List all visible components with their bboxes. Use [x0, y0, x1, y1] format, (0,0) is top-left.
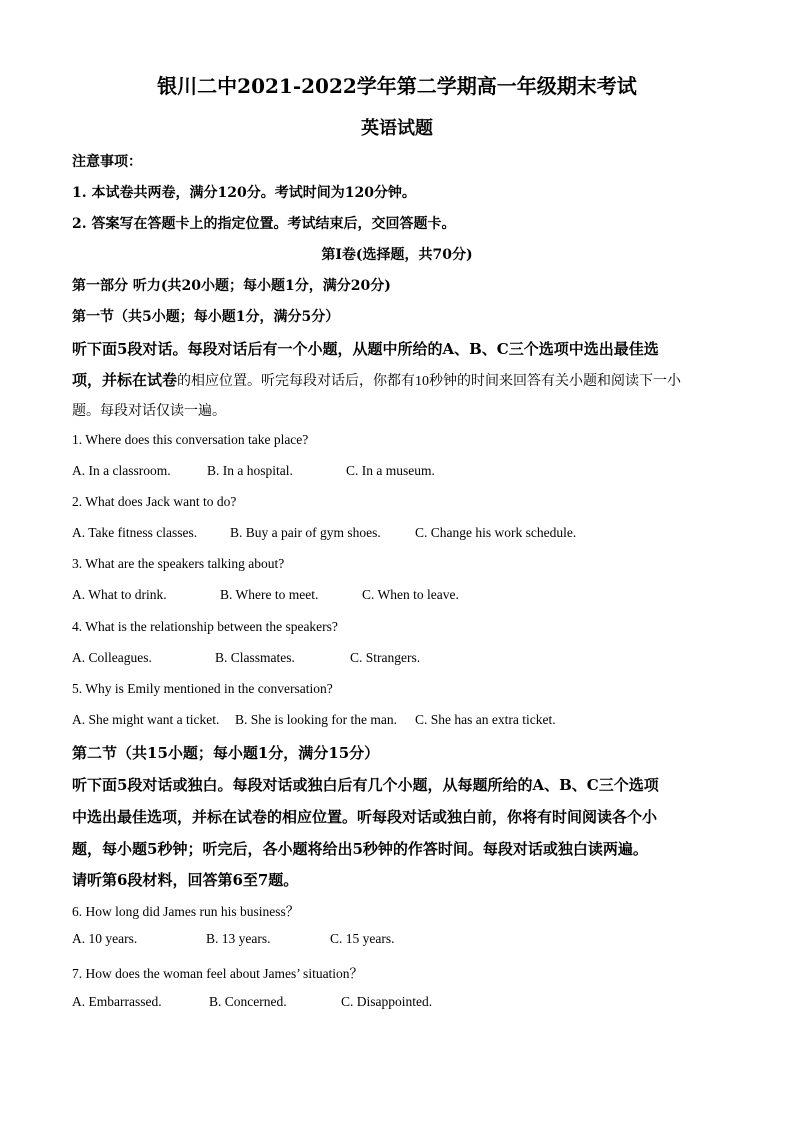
section2-instruction-2: 中选出最佳选项，并标在试卷的相应位置。听每段对话或独白前，你将有时间阅读各个小: [72, 808, 658, 826]
option-b: B. She is looking for the man.: [235, 712, 397, 727]
option-c: C. In a museum.: [346, 463, 435, 478]
option-a: A. 10 years.: [72, 931, 138, 946]
notice-item-1: 1. 本试卷共两卷，满分120分。考试时间为120分钟。: [72, 185, 416, 201]
option-a: A. What to drink.: [72, 587, 167, 602]
options-5: [72, 712, 556, 728]
section2-title: 第二节（共15小题；每小题1分，满分15分）: [72, 744, 380, 762]
question-7: 7. How does the woman feel about James’ situation？: [72, 966, 364, 981]
options-4: [72, 650, 420, 666]
section1-instruction-1: 听下面5段对话。每段对话后有一个小题，从题中所给的A、B、C三个选项中选出最佳选: [72, 340, 659, 358]
option-b: B. Concerned.: [209, 994, 287, 1009]
section2-instruction-4: 请听第6段材料，回答第6至7题。: [72, 871, 299, 889]
option-c: C. Disappointed.: [341, 994, 433, 1009]
notice-label: 注意事项：: [72, 154, 142, 170]
instruction-normal-part: 的相应位置。听完每段对话后，你都有10秒钟的时间来回答有关小题和阅读下一小: [177, 374, 682, 389]
option-b: B. Where to meet.: [220, 587, 319, 602]
question-6: 6. How long did James run his business？: [72, 904, 300, 919]
notice-item-2: 2. 答案写在答题卡上的指定位置。考试结束后，交回答题卡。: [72, 216, 456, 232]
option-b: B. 13 years.: [206, 931, 271, 946]
option-a: A. Colleagues.: [72, 650, 152, 665]
instruction-bold-part: 项，并标在试卷: [72, 371, 178, 389]
options-3: [72, 587, 459, 603]
option-c: C. Change his work schedule.: [415, 525, 577, 540]
section1-instruction-3: 题。每段对话仅读一遍。: [72, 404, 226, 419]
option-b: B. Classmates.: [215, 650, 295, 665]
option-a: A. She might want a ticket.: [72, 712, 220, 727]
option-a: A. In a classroom.: [72, 463, 171, 478]
section1-title: 第一节（共5小题；每小题1分，满分5分）: [72, 309, 340, 325]
option-a: A. Embarrassed.: [72, 994, 162, 1009]
question-1: 1. Where does this conversation take place?: [72, 432, 309, 447]
options-2: [72, 525, 576, 541]
option-b: B. Buy a pair of gym shoes.: [230, 525, 381, 540]
question-4: 4. What is the relationship between the speakers?: [72, 619, 338, 634]
options-7: [72, 994, 432, 1010]
exam-title: 银川二中2021-2022学年第二学期高一年级期末考试: [157, 74, 637, 98]
option-a: A. Take fitness classes.: [72, 525, 198, 540]
section2-instruction-3: 题，每小题5秒钟；听完后，各小题将给出5秒钟的作答时间。每段对话或独白读两遍。: [72, 840, 648, 858]
exam-subtitle: 英语试题: [361, 118, 433, 139]
section2-instruction-1: 听下面5段对话或独白。每段对话或独白后有几个小题，从每题所给的A、B、C三个选项: [72, 776, 659, 794]
question-3: 3. What are the speakers talking about?: [72, 556, 285, 571]
options-6: [72, 931, 395, 947]
option-b: B. In a hospital.: [207, 463, 293, 478]
option-c: C. 15 years.: [330, 931, 395, 946]
volume-heading: 第Ⅰ卷(选择题，共70分): [321, 247, 473, 263]
option-c: C. She has an extra ticket.: [415, 712, 556, 727]
section1-instruction-2: [72, 369, 681, 390]
question-5: 5. Why is Emily mentioned in the conversation?: [72, 681, 333, 696]
options-1: [72, 463, 435, 479]
question-2: 2. What does Jack want to do?: [72, 494, 237, 509]
option-c: C. When to leave.: [362, 587, 459, 602]
option-c: C. Strangers.: [350, 650, 421, 665]
part1-title: 第一部分 听力(共20小题；每小题1分，满分20分): [72, 278, 391, 294]
